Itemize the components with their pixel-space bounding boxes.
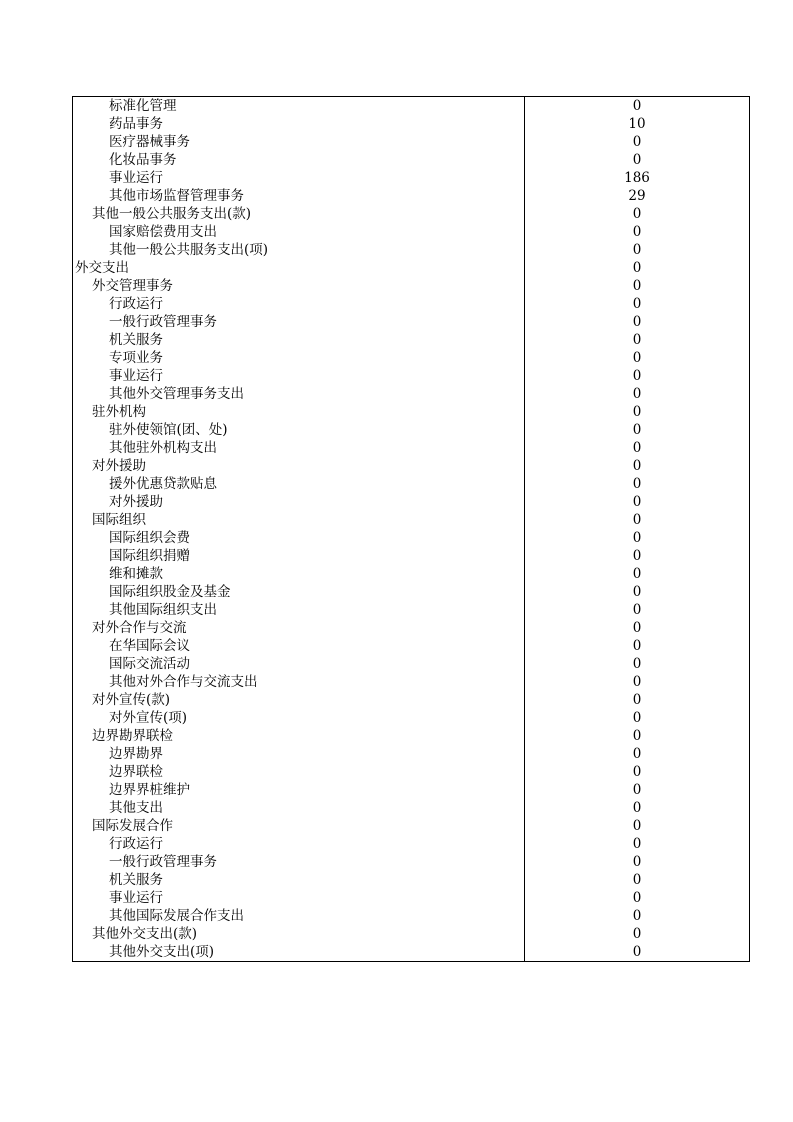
table-row [73,151,750,169]
amount-cell: 0 [525,529,750,547]
amount-cell: 0 [525,97,750,116]
table-row [73,727,750,745]
table-row [73,691,750,709]
table-row [73,637,750,655]
table-row [73,655,750,673]
table-row [73,259,750,277]
item-name-cell: 外交管理事务 [73,277,525,295]
item-name-cell: 一般行政管理事务 [73,853,525,871]
amount-cell: 0 [525,817,750,835]
item-name-cell: 事业运行 [73,889,525,907]
table-row [73,529,750,547]
item-name-cell: 在华国际会议 [73,637,525,655]
item-name-cell: 其他国际发展合作支出 [73,907,525,925]
table-row [73,331,750,349]
table-row [73,169,750,187]
table-row [73,421,750,439]
table-row [73,619,750,637]
amount-cell: 0 [525,673,750,691]
table-row [73,97,750,116]
expenditure-table-body [73,97,750,962]
item-name-cell: 对外援助 [73,493,525,511]
amount-cell: 0 [525,835,750,853]
amount-cell: 0 [525,907,750,925]
table-row [73,601,750,619]
amount-cell: 0 [525,655,750,673]
table-row [73,385,750,403]
table-row [73,565,750,583]
table-row [73,889,750,907]
table-row [73,817,750,835]
table-row [73,547,750,565]
table-row [73,187,750,205]
amount-cell: 0 [525,763,750,781]
table-row [73,349,750,367]
amount-cell: 29 [525,187,750,205]
amount-cell: 0 [525,637,750,655]
item-name-cell: 其他市场监督管理事务 [73,187,525,205]
table-row [73,493,750,511]
table-row [73,745,750,763]
amount-cell: 0 [525,313,750,331]
item-name-cell: 其他一般公共服务支出(款) [73,205,525,223]
item-name-cell: 其他外交支出(款) [73,925,525,943]
table-row [73,673,750,691]
item-name-cell: 对外合作与交流 [73,619,525,637]
amount-cell: 0 [525,871,750,889]
table-row [73,241,750,259]
item-name-cell: 机关服务 [73,331,525,349]
item-name-cell: 维和摊款 [73,565,525,583]
amount-cell: 0 [525,331,750,349]
amount-cell: 10 [525,115,750,133]
item-name-cell: 事业运行 [73,367,525,385]
amount-cell: 0 [525,799,750,817]
amount-cell: 0 [525,619,750,637]
item-name-cell: 援外优惠贷款贴息 [73,475,525,493]
amount-cell: 0 [525,691,750,709]
item-name-cell: 标准化管理 [73,97,525,116]
table-row [73,835,750,853]
item-name-cell: 其他对外合作与交流支出 [73,673,525,691]
item-name-cell: 国际发展合作 [73,817,525,835]
table-row [73,367,750,385]
table-row [73,799,750,817]
amount-cell: 0 [525,943,750,962]
item-name-cell: 对外宣传(款) [73,691,525,709]
amount-cell: 0 [525,205,750,223]
item-name-cell: 对外宣传(项) [73,709,525,727]
amount-cell: 0 [525,457,750,475]
item-name-cell: 外交支出 [73,259,525,277]
amount-cell: 0 [525,223,750,241]
amount-cell: 0 [525,511,750,529]
table-row [73,403,750,421]
item-name-cell: 医疗器械事务 [73,133,525,151]
table-row [73,907,750,925]
table-row [73,277,750,295]
table-row [73,763,750,781]
amount-cell: 0 [525,277,750,295]
item-name-cell: 其他外交支出(项) [73,943,525,962]
amount-cell: 186 [525,169,750,187]
amount-cell: 0 [525,565,750,583]
item-name-cell: 专项业务 [73,349,525,367]
item-name-cell: 边界界桩维护 [73,781,525,799]
item-name-cell: 国际组织捐赠 [73,547,525,565]
amount-cell: 0 [525,601,750,619]
item-name-cell: 国际交流活动 [73,655,525,673]
item-name-cell: 驻外使领馆(团、处) [73,421,525,439]
table-row [73,133,750,151]
table-row [73,871,750,889]
amount-cell: 0 [525,745,750,763]
item-name-cell: 国际组织会费 [73,529,525,547]
amount-cell: 0 [525,151,750,169]
table-row [73,223,750,241]
item-name-cell: 边界联检 [73,763,525,781]
table-row [73,439,750,457]
table-row [73,313,750,331]
item-name-cell: 机关服务 [73,871,525,889]
table-row [73,943,750,962]
item-name-cell: 事业运行 [73,169,525,187]
table-row [73,511,750,529]
amount-cell: 0 [525,925,750,943]
amount-cell: 0 [525,583,750,601]
amount-cell: 0 [525,475,750,493]
item-name-cell: 药品事务 [73,115,525,133]
item-name-cell: 其他一般公共服务支出(项) [73,241,525,259]
table-row [73,853,750,871]
amount-cell: 0 [525,403,750,421]
amount-cell: 0 [525,295,750,313]
table-row [73,781,750,799]
item-name-cell: 国际组织 [73,511,525,529]
item-name-cell: 驻外机构 [73,403,525,421]
item-name-cell: 其他支出 [73,799,525,817]
amount-cell: 0 [525,241,750,259]
table-row [73,709,750,727]
table-row [73,457,750,475]
item-name-cell: 行政运行 [73,295,525,313]
item-name-cell: 行政运行 [73,835,525,853]
amount-cell: 0 [525,133,750,151]
amount-cell: 0 [525,781,750,799]
amount-cell: 0 [525,421,750,439]
table-row [73,295,750,313]
amount-cell: 0 [525,853,750,871]
item-name-cell: 其他国际组织支出 [73,601,525,619]
amount-cell: 0 [525,889,750,907]
amount-cell: 0 [525,259,750,277]
amount-cell: 0 [525,547,750,565]
item-name-cell: 其他驻外机构支出 [73,439,525,457]
table-row [73,583,750,601]
item-name-cell: 国家赔偿费用支出 [73,223,525,241]
item-name-cell: 边界勘界联检 [73,727,525,745]
item-name-cell: 化妆品事务 [73,151,525,169]
item-name-cell: 对外援助 [73,457,525,475]
amount-cell: 0 [525,709,750,727]
item-name-cell: 其他外交管理事务支出 [73,385,525,403]
amount-cell: 0 [525,439,750,457]
expenditure-table [72,96,750,962]
item-name-cell: 边界勘界 [73,745,525,763]
item-name-cell: 国际组织股金及基金 [73,583,525,601]
table-row [73,475,750,493]
table-row [73,925,750,943]
amount-cell: 0 [525,493,750,511]
table-row [73,115,750,133]
amount-cell: 0 [525,367,750,385]
amount-cell: 0 [525,385,750,403]
table-row [73,205,750,223]
item-name-cell: 一般行政管理事务 [73,313,525,331]
amount-cell: 0 [525,727,750,745]
amount-cell: 0 [525,349,750,367]
